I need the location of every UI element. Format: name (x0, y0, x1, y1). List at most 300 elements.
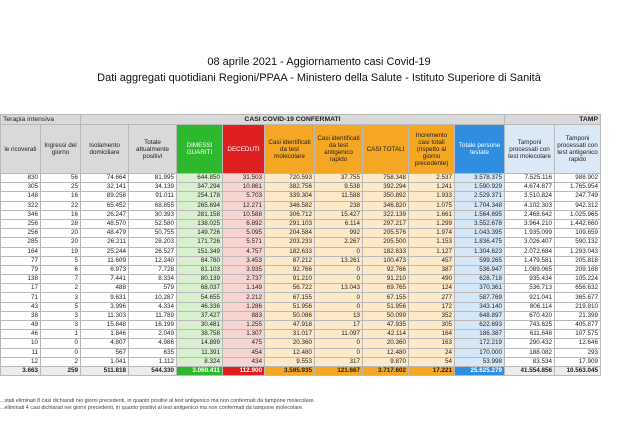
table-cell: 205.500 (363, 238, 409, 247)
table-cell: 17 (315, 321, 363, 330)
table-cell: 743.625 (505, 321, 555, 330)
table-cell: 49 (1, 321, 41, 330)
table-cell: 457 (409, 256, 455, 265)
table-cell: 1.442.660 (555, 219, 601, 228)
table-cell: 1.935.099 (505, 229, 555, 238)
table-cell: 2.737 (223, 275, 265, 284)
table-cell: 12.240 (129, 256, 177, 265)
table-cell: 22 (41, 201, 81, 210)
table-cell: 148 (1, 192, 41, 201)
table-cell: 37.427 (177, 311, 223, 320)
table-cell: 1.846 (81, 330, 129, 339)
table-row (1, 183, 601, 192)
total-cell: 17.221 (409, 366, 455, 375)
table-cell: 81.995 (129, 174, 177, 183)
table-cell: 3.026.407 (505, 238, 555, 247)
table-cell: 883 (223, 311, 265, 320)
table-cell: 1.043.395 (455, 229, 505, 238)
table-cell: 26.247 (81, 210, 129, 219)
table-cell: 26.211 (81, 238, 129, 247)
table-cell: 1.286 (223, 302, 265, 311)
table-cell: 758.348 (363, 174, 409, 183)
table-row (1, 201, 601, 210)
table-cell: 13 (315, 311, 363, 320)
table-cell: 0 (315, 275, 363, 284)
table-cell: 163 (409, 339, 455, 348)
table-cell: 290.432 (505, 339, 555, 348)
table-cell: 599.265 (455, 256, 505, 265)
table-cell: 38 (1, 311, 41, 320)
table-cell: 25.244 (81, 247, 129, 256)
table-cell: 992 (315, 229, 363, 238)
table-cell: 1 (41, 330, 81, 339)
table-cell: 171.726 (177, 238, 223, 247)
table-cell: 265.694 (177, 201, 223, 210)
footnotes (0, 398, 315, 411)
table-cell: 31.017 (265, 330, 315, 339)
table-cell: 921.041 (505, 293, 555, 302)
col-header: Isolamento domiciliare (81, 125, 129, 174)
table-row (1, 357, 601, 366)
table-cell: 942.312 (555, 201, 601, 210)
table-cell: 3.510.824 (505, 192, 555, 201)
table-cell: 164 (1, 247, 41, 256)
table-cell: 5 (41, 302, 81, 311)
table-cell: 87.212 (265, 256, 315, 265)
table-cell: 151.349 (177, 247, 223, 256)
table-cell: 170.000 (455, 348, 505, 357)
table-cell: 238 (315, 201, 363, 210)
table-cell: 1.836.475 (455, 238, 505, 247)
table-cell: 2.529.371 (455, 192, 505, 201)
table-cell: 15.427 (315, 210, 363, 219)
table-cell: 339.304 (265, 192, 315, 201)
table-cell: 254.178 (177, 192, 223, 201)
table-row (1, 256, 601, 265)
table-row (1, 339, 601, 348)
col-header: Tamponi processati con test antigenico rapido (555, 125, 601, 174)
table-cell: 9.538 (315, 183, 363, 192)
table-cell: 65.452 (81, 201, 129, 210)
table-cell: 1.765.954 (555, 183, 601, 192)
table-cell: 30.393 (129, 210, 177, 219)
table-cell: 4.334 (129, 302, 177, 311)
table-cell: 69.765 (363, 284, 409, 293)
table-cell: 988.902 (555, 174, 601, 183)
table-cell: 488 (81, 284, 129, 293)
table-cell: 24 (409, 348, 455, 357)
table-cell: 11.391 (177, 348, 223, 357)
table-cell: 1.974 (409, 229, 455, 238)
table-cell: 297.217 (363, 219, 409, 228)
table-cell: 43 (1, 302, 41, 311)
table-row (1, 348, 601, 357)
table-cell: 12.480 (265, 348, 315, 357)
table-cell: 46.336 (177, 302, 223, 311)
table-cell: 346.582 (265, 201, 315, 210)
table-cell: 10.861 (223, 183, 265, 192)
table-cell: 1.304.623 (455, 247, 505, 256)
total-cell: 3.060.411 (177, 366, 223, 375)
total-cell: 121.667 (315, 366, 363, 375)
table-cell: 11 (1, 348, 41, 357)
table-cell: 536.947 (455, 265, 505, 274)
table-cell: 291.103 (265, 219, 315, 228)
table-row (1, 247, 601, 256)
table-row (1, 219, 601, 228)
total-cell: 41.554.856 (505, 366, 555, 375)
report-title: 08 aprile 2021 - Aggiornamento casi Covid-19 (207, 56, 431, 68)
table-cell: 91.011 (129, 192, 177, 201)
table-cell: 305 (1, 183, 41, 192)
table-cell: 8.334 (129, 275, 177, 284)
table-cell: 5 (41, 256, 81, 265)
table-cell: 13.043 (315, 284, 363, 293)
table-cell: 285 (1, 238, 41, 247)
table-cell: 10 (1, 339, 41, 348)
table-cell: 51.956 (363, 302, 409, 311)
table-cell: 209.168 (555, 265, 601, 274)
table-cell: 12.480 (363, 348, 409, 357)
table-cell: 347.294 (177, 183, 223, 192)
table-cell: 109.659 (555, 229, 601, 238)
table-cell: 352 (409, 311, 455, 320)
table-cell: 1.933 (409, 192, 455, 201)
table-cell: 256 (1, 229, 41, 238)
totals-row (1, 366, 601, 375)
table-cell: 1.293.043 (555, 247, 601, 256)
table-cell: 277 (409, 293, 455, 302)
col-header: DIMESSI GUARITI (177, 125, 223, 174)
table-cell: 7 (41, 275, 81, 284)
table-cell: 3 (41, 311, 81, 320)
table-cell: 92.766 (363, 265, 409, 274)
table-cell: 3 (41, 321, 81, 330)
table-cell: 1.241 (409, 183, 455, 192)
table-cell: 83.534 (505, 357, 555, 366)
table-cell: 0 (315, 265, 363, 274)
table-cell: 10.287 (129, 293, 177, 302)
table-cell: 1.127 (409, 247, 455, 256)
table-cell: 172 (409, 302, 455, 311)
table-cell: 149.726 (177, 229, 223, 238)
table-cell: 68.037 (177, 284, 223, 293)
table-cell: 8.324 (177, 357, 223, 366)
table-cell: 67.155 (265, 293, 315, 302)
table-cell: 34.139 (129, 183, 177, 192)
table-cell: 247.749 (555, 192, 601, 201)
table-cell: 370.361 (455, 284, 505, 293)
table-cell: 79 (1, 265, 41, 274)
table-cell: 68.855 (129, 201, 177, 210)
table-cell: 2.072.684 (505, 247, 555, 256)
col-header: Incremento casi totali (rispetto al giorno precedente) (409, 125, 455, 174)
table-cell: 54 (409, 357, 455, 366)
table-cell: 1.025.965 (555, 210, 601, 219)
footnote: ...stati eliminati 8 casi dichiarati nei giorni precedenti, in quanto positivi al test antigenico ma non confermati da tampone molecolare. (0, 398, 315, 404)
table-cell: 11.097 (315, 330, 363, 339)
table-cell: 720.593 (265, 174, 315, 183)
table-cell: 454 (223, 348, 265, 357)
table-cell: 11.588 (315, 192, 363, 201)
table-cell: 635 (129, 348, 177, 357)
col-header: Tamponi processati con test molecolare (505, 125, 555, 174)
table-cell: 138.025 (177, 219, 223, 228)
table-cell: 37.755 (315, 174, 363, 183)
table-cell: 3 (41, 293, 81, 302)
table-cell: 48.479 (81, 229, 129, 238)
table-cell: 53.998 (455, 357, 505, 366)
table-cell: 1.149 (223, 284, 265, 293)
table-cell: 1.479.581 (505, 256, 555, 265)
table-cell: 2 (41, 357, 81, 366)
table-cell: 2.537 (409, 174, 455, 183)
table-row (1, 229, 601, 238)
table-cell: 30.481 (177, 321, 223, 330)
table-row (1, 311, 601, 320)
table-cell: 182.633 (363, 247, 409, 256)
table-cell: 3.996 (81, 302, 129, 311)
table-cell: 204.584 (265, 229, 315, 238)
table-cell: 92.766 (265, 265, 315, 274)
table-cell: 405.877 (555, 321, 601, 330)
table-cell: 322.139 (363, 210, 409, 219)
table-cell: 317 (315, 357, 363, 366)
table-cell: 203.233 (265, 238, 315, 247)
table-cell: 28.203 (129, 238, 177, 247)
table-cell: 830 (1, 174, 41, 183)
total-cell: 10.563.045 (555, 366, 601, 375)
table-cell: 256 (1, 219, 41, 228)
table-cell: 107.575 (555, 330, 601, 339)
report-subtitle: Dati aggregati quotidiani Regioni/PPAA - Ministero della Salute - Istituto Superiore di Sanità (97, 72, 541, 84)
table-cell: 12 (1, 357, 41, 366)
table-cell: 84.780 (177, 256, 223, 265)
table-cell: 382.756 (265, 183, 315, 192)
table-cell: 50.099 (363, 311, 409, 320)
covid-data-table (0, 114, 601, 376)
col-header: Ingressi del giorno (41, 125, 81, 174)
col-header: Totale persone testate (455, 125, 505, 174)
table-row (1, 275, 601, 284)
table-cell: 17.909 (555, 357, 601, 366)
table-cell: 1.661 (409, 210, 455, 219)
table-cell: 77 (1, 256, 41, 265)
table-cell: 16.199 (129, 321, 177, 330)
table-cell: 1.153 (409, 238, 455, 247)
table-cell: 281.158 (177, 210, 223, 219)
table-cell: 648.897 (455, 311, 505, 320)
table-row (1, 321, 601, 330)
table-row (1, 265, 601, 274)
table-cell: 365.677 (555, 293, 601, 302)
table-cell: 124 (409, 284, 455, 293)
table-cell: 16 (41, 192, 81, 201)
table-cell: 7.728 (129, 265, 177, 274)
table-cell: 3.578.375 (455, 174, 505, 183)
table-row (1, 330, 601, 339)
table-cell: 656.632 (555, 284, 601, 293)
table-cell: 28 (41, 219, 81, 228)
table-cell: 3.453 (223, 256, 265, 265)
total-cell: 25.625.279 (455, 366, 505, 375)
table-cell: 14.899 (177, 339, 223, 348)
table-cell: 138 (1, 275, 41, 284)
table-cell: 1.112 (129, 357, 177, 366)
total-cell: 3.595.935 (265, 366, 315, 375)
table-cell: 31.503 (223, 174, 265, 183)
table-cell: 0 (315, 293, 363, 302)
table-cell: 6 (41, 265, 81, 274)
table-cell: 10.588 (223, 210, 265, 219)
table-cell: 622.693 (455, 321, 505, 330)
table-cell: 205.818 (555, 256, 601, 265)
table-cell: 644.850 (177, 174, 223, 183)
table-cell: 2.212 (223, 293, 265, 302)
table-cell: 1.089.065 (505, 265, 555, 274)
table-cell: 392.294 (363, 183, 409, 192)
table-cell: 4.674.877 (505, 183, 555, 192)
table-cell: 51.956 (265, 302, 315, 311)
table-row (1, 302, 601, 311)
table-row (1, 238, 601, 247)
table-cell: 11.789 (129, 311, 177, 320)
table-cell: 3.552.678 (455, 219, 505, 228)
table-cell: 1.075 (409, 201, 455, 210)
table-cell: 50.086 (265, 311, 315, 320)
table-cell: 47.935 (363, 321, 409, 330)
table-cell: 346.820 (363, 201, 409, 210)
table-cell: 579 (129, 284, 177, 293)
icu-band: Terapia intensiva (1, 115, 81, 125)
table-cell: 182.633 (265, 247, 315, 256)
table-cell: 47.918 (265, 321, 315, 330)
table-cell: 19 (41, 247, 81, 256)
table-cell: 590.132 (555, 238, 601, 247)
table-row (1, 210, 601, 219)
table-cell: 343.140 (455, 302, 505, 311)
table-cell: 6.114 (315, 219, 363, 228)
col-header: Totale attualmente positivi (129, 125, 177, 174)
table-cell: 74.664 (81, 174, 129, 183)
table-cell: 346 (1, 210, 41, 219)
table-cell: 71 (1, 293, 41, 302)
col-header: le ricoverati (1, 125, 41, 174)
table-cell: 56.722 (265, 284, 315, 293)
total-cell: 511.818 (81, 366, 129, 375)
table-cell: 9.631 (81, 293, 129, 302)
table-cell: 5.095 (223, 229, 265, 238)
table-cell: 3.964.210 (505, 219, 555, 228)
table-cell: 52.580 (129, 219, 177, 228)
table-cell: 0 (41, 339, 81, 348)
confirmed-cases-band: CASI COVID-19 CONFERMATI (81, 115, 505, 125)
table-cell: 164 (409, 330, 455, 339)
table-cell: 188.082 (505, 348, 555, 357)
total-cell: 544.330 (129, 366, 177, 375)
table-cell: 219.810 (555, 302, 601, 311)
table-cell: 4.102.303 (505, 201, 555, 210)
table-cell: 628.718 (455, 275, 505, 284)
table-cell: 1.255 (223, 321, 265, 330)
table-cell: 13.261 (315, 256, 363, 265)
table-cell: 475 (223, 339, 265, 348)
table-cell: 387 (409, 265, 455, 274)
table-cell: 806.114 (505, 302, 555, 311)
table-cell: 205.576 (363, 229, 409, 238)
table-cell: 670.420 (505, 311, 555, 320)
table-cell: 0 (315, 302, 363, 311)
table-cell: 91.210 (363, 275, 409, 284)
table-cell: 80.139 (177, 275, 223, 284)
table-cell: 2 (41, 284, 81, 293)
table-cell: 20 (41, 238, 81, 247)
table-cell: 1.307 (223, 330, 265, 339)
table-cell: 935.434 (505, 275, 555, 284)
table-cell: 12.646 (555, 339, 601, 348)
table-cell: 42.114 (363, 330, 409, 339)
table-cell: 89.258 (81, 192, 129, 201)
table-cell: 490 (409, 275, 455, 284)
table-cell: 20.360 (265, 339, 315, 348)
table-cell: 81.103 (177, 265, 223, 274)
table-cell: 4.986 (129, 339, 177, 348)
table-cell: 15.848 (81, 321, 129, 330)
table-cell: 25 (41, 183, 81, 192)
table-cell: 5.571 (223, 238, 265, 247)
col-header: Casi identificati da test antigenico rapido (315, 125, 363, 174)
table-cell: 11.609 (81, 256, 129, 265)
table-row (1, 192, 601, 201)
table-cell: 17 (1, 284, 41, 293)
table-row (1, 284, 601, 293)
table-cell: 0 (315, 247, 363, 256)
table-cell: 105.224 (555, 275, 601, 284)
table-cell: 9.870 (363, 357, 409, 366)
table-cell: 0 (41, 348, 81, 357)
table-cell: 1.041 (81, 357, 129, 366)
table-cell: 567 (81, 348, 129, 357)
col-header: DECEDUTI (223, 125, 265, 174)
table-cell: 1.590.929 (455, 183, 505, 192)
table-cell: 611.648 (505, 330, 555, 339)
table-cell: 54.655 (177, 293, 223, 302)
table-cell: 4.757 (223, 247, 265, 256)
table-cell: 26.527 (129, 247, 177, 256)
table-cell: 16 (41, 210, 81, 219)
table-cell: 1.704.348 (455, 201, 505, 210)
table-cell: 100.473 (363, 256, 409, 265)
table-cell: 9.553 (265, 357, 315, 366)
table-cell: 434 (223, 357, 265, 366)
table-cell: 46 (1, 330, 41, 339)
table-row (1, 174, 601, 183)
table-cell: 20 (41, 229, 81, 238)
table-cell: 350.892 (363, 192, 409, 201)
table-cell: 305 (409, 321, 455, 330)
col-header: Casi identificati da test molecolare (265, 125, 315, 174)
tamponi-band: TAMP (505, 115, 601, 125)
table-cell: 6.892 (223, 219, 265, 228)
table-cell: 6.973 (81, 265, 129, 274)
total-cell: 3.663 (1, 366, 41, 375)
table-cell: 7.441 (81, 275, 129, 284)
table-cell: 2.049 (129, 330, 177, 339)
table-cell: 306.712 (265, 210, 315, 219)
table-cell: 3.935 (223, 265, 265, 274)
table-cell: 2.267 (315, 238, 363, 247)
table-cell: 48.570 (81, 219, 129, 228)
